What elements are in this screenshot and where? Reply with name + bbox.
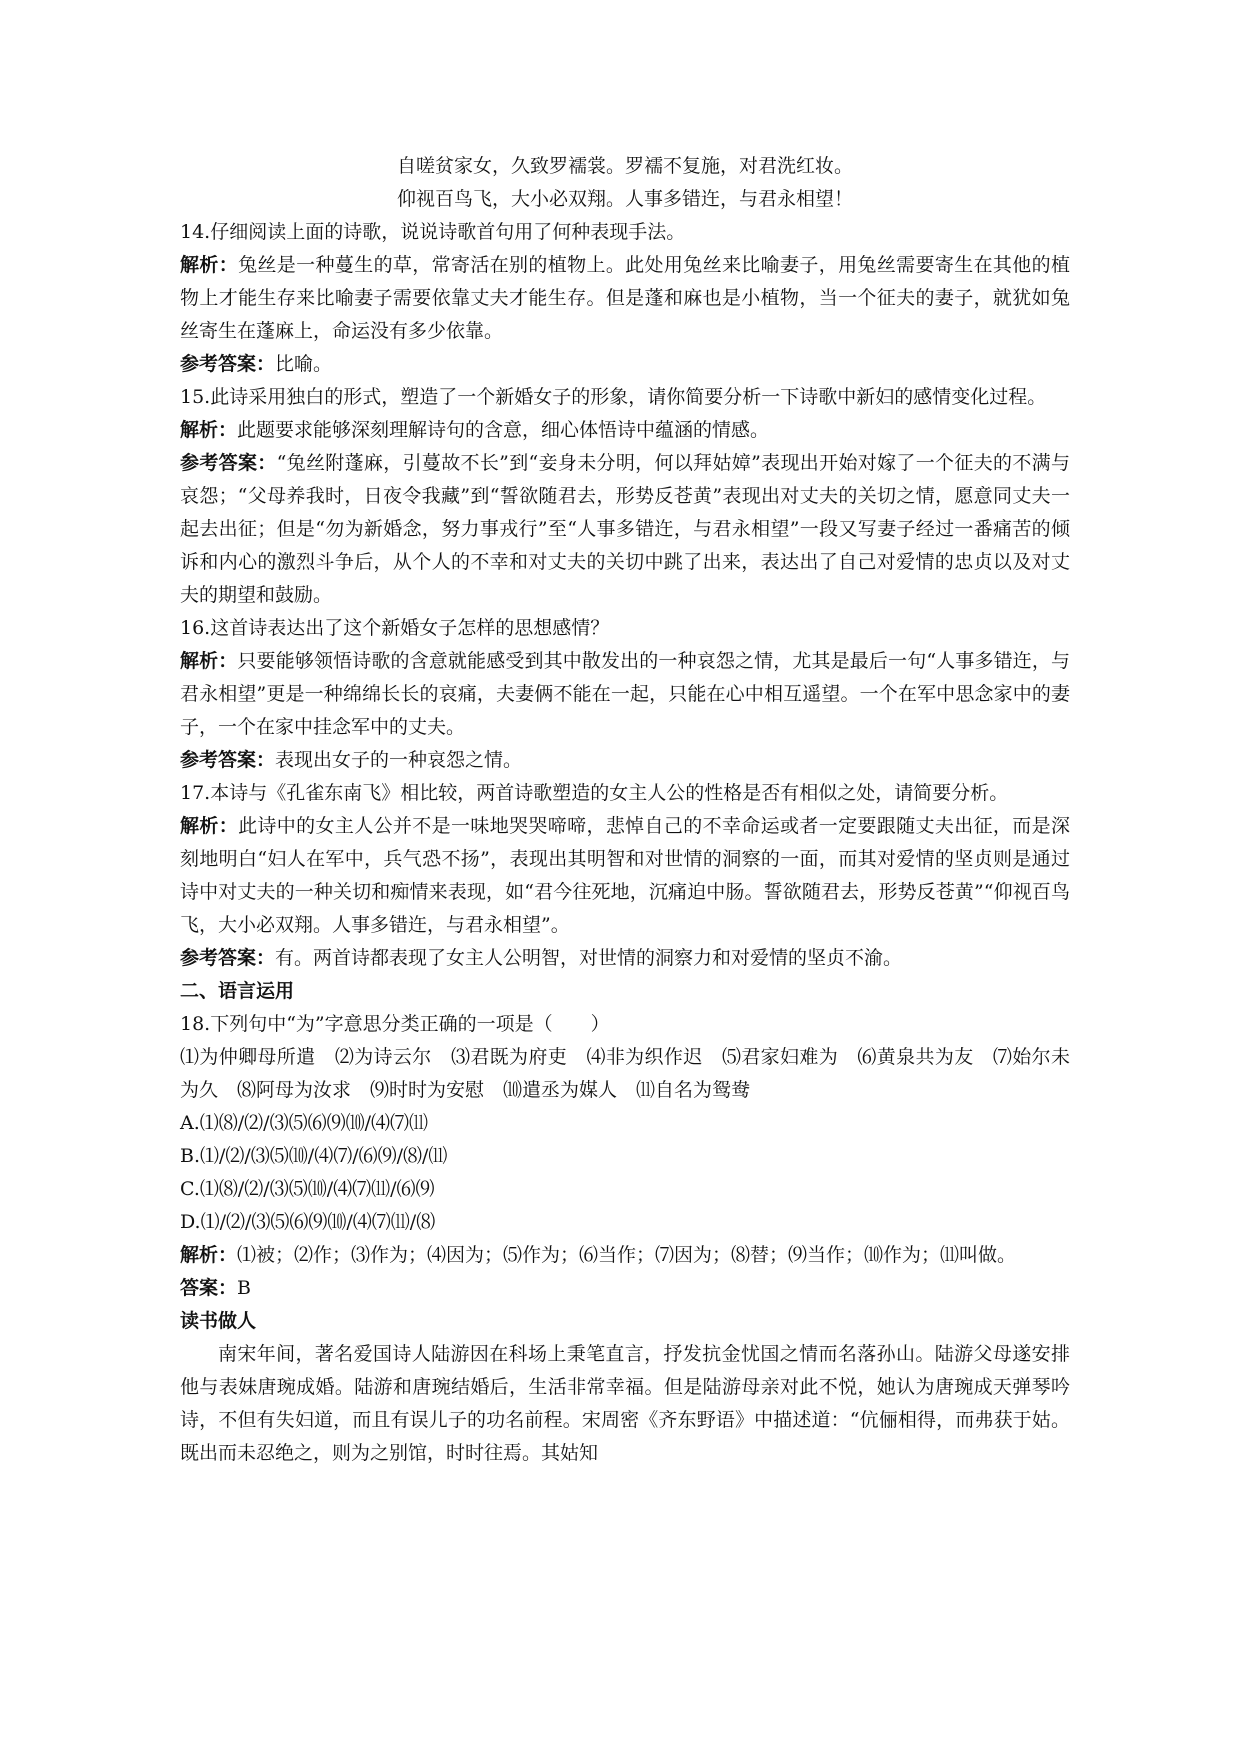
analysis-14 bbox=[180, 249, 1070, 348]
answer-text: “兔丝附蓬麻，引蔓故不长”到“妾身未分明，何以拜姑嫜”表现出开始对嫁了一个征夫的不满与哀怨；“父母养我时，日夜令我藏”到“誓欲随君去，形势反苍黄”表现出对丈夫的关切之情，愿意同丈夫一起去出征；但是“勿为新婚念，努力事戎行”至“人事多错迕，与君永相望”一段又写妻子经过一番痛苦的倾诉和内心的激烈斗争后，从个人的不幸和对丈夫的关切中跳了出来，表达出了自己对爱情的忠贞以及对丈夫的期望和鼓励。 bbox=[180, 452, 1070, 606]
section-heading: 二、语言运用 bbox=[180, 980, 295, 1002]
question-17: 17.本诗与《孔雀东南飞》相比较，两首诗歌塑造的女主人公的性格是否有相似之处，请简要分析。 bbox=[180, 782, 1009, 804]
analysis-text: 此诗中的女主人公并不是一味地哭哭啼啼，悲悼自己的不幸命运或者一定要跟随丈夫出征，而是深刻地明白“妇人在军中，兵气恐不扬”，表现出其明智和对世情的洞察的一面，而其对爱情的坚贞则是通过诗中对丈夫的一种关切和痴情来表现，如“君今往死地，沉痛迫中肠。誓欲随君去，形势反苍黄”“仰视百鸟飞，大小必双翔。人事多错迕，与君永相望”。 bbox=[180, 815, 1070, 936]
answer-label: 参考答案： bbox=[180, 452, 277, 474]
analysis-label: 解析： bbox=[180, 650, 238, 672]
analysis-17 bbox=[180, 810, 1070, 942]
analysis-text: 只要能够领悟诗歌的含意就能感受到其中散发出的一种哀怨之情，尤其是最后一句“人事多错迕，与君永相望”更是一种绵绵长长的哀痛，夫妻俩不能在一起，只能在心中相互遥望。一个在军中思念家中的妻子，一个在家中挂念军中的丈夫。 bbox=[180, 650, 1070, 738]
answer-text: B bbox=[237, 1277, 251, 1299]
answer-17 bbox=[180, 942, 1070, 975]
answer-18 bbox=[180, 1272, 1070, 1305]
question-18-items: ⑴为仲卿母所遣 ⑵为诗云尔 ⑶君既为府吏 ⑷非为织作迟 ⑸君家妇难为 ⑹黄泉共为友 ⑺始尔未为久 ⑻阿母为汝求 ⑼时时为安慰 ⑽遣丞为媒人 ⑾自名为鸳鸯 bbox=[180, 1046, 1070, 1101]
answer-label: 答案： bbox=[180, 1277, 238, 1299]
document-body bbox=[180, 150, 1070, 1470]
answer-label: 参考答案： bbox=[180, 749, 276, 771]
analysis-15 bbox=[180, 414, 1070, 447]
option-d: D.⑴/⑵/⑶⑸⑹⑼⑽/⑷⑺⑾/⑻ bbox=[180, 1211, 436, 1233]
question-18: 18.下列句中“为”字意思分类正确的一项是（ ） bbox=[180, 1013, 610, 1035]
answer-text: 表现出女子的一种哀怨之情。 bbox=[275, 749, 523, 771]
analysis-label: 解析： bbox=[180, 419, 238, 441]
poem-line-1: 自嗟贫家女，久致罗襦裳。罗襦不复施，对君洗红妆。 bbox=[396, 155, 853, 177]
analysis-16 bbox=[180, 645, 1070, 744]
option-a: A.⑴⑻/⑵/⑶⑸⑹⑼⑽/⑷⑺⑾ bbox=[180, 1112, 428, 1134]
analysis-text: 兔丝是一种蔓生的草，常寄活在别的植物上。此处用兔丝来比喻妻子，用兔丝需要寄生在其他的植物上才能生存来比喻妻子需要依靠丈夫才能生存。但是蓬和麻也是小植物，当一个征夫的妻子，就犹如兔丝寄生在蓬麻上，命运没有多少依靠。 bbox=[180, 254, 1070, 342]
answer-label: 参考答案： bbox=[180, 947, 276, 969]
analysis-label: 解析： bbox=[180, 815, 239, 837]
answer-text: 有。两首诗都表现了女主人公明智，对世情的洞察力和对爱情的坚贞不渝。 bbox=[275, 947, 903, 969]
analysis-text: ⑴被；⑵作；⑶作为；⑷因为；⑸作为；⑹当作；⑺因为；⑻替；⑼当作；⑽作为；⑾叫做。 bbox=[237, 1244, 1017, 1266]
question-16: 16.这首诗表达出了这个新婚女子怎样的思想感情？ bbox=[180, 617, 610, 639]
option-c: C.⑴⑻/⑵/⑶⑸⑽/⑷⑺⑾/⑹⑼ bbox=[180, 1178, 435, 1200]
answer-16 bbox=[180, 744, 1070, 777]
reading-heading: 读书做人 bbox=[180, 1310, 257, 1332]
answer-text: 比喻。 bbox=[275, 353, 333, 375]
answer-14 bbox=[180, 348, 1070, 381]
analysis-label: 解析： bbox=[180, 254, 239, 276]
analysis-18 bbox=[180, 1239, 1070, 1272]
option-b: B.⑴/⑵/⑶⑸⑽/⑷⑺/⑹⑼/⑻/⑾ bbox=[180, 1145, 448, 1167]
analysis-label: 解析： bbox=[180, 1244, 238, 1266]
reading-paragraph: 南宋年间，著名爱国诗人陆游因在科场上秉笔直言，抒发抗金忧国之情而名落孙山。陆游父母遂安排他与表妹唐琬成婚。陆游和唐琬结婚后，生活非常幸福。但是陆游母亲对此不悦，她认为唐琬成天弹琴吟诗，不但有失妇道，而且有误儿子的功名前程。宋周密《齐东野语》中描述道：“伉俪相得，而弗获于姑。既出而未忍绝之，则为之别馆，时时往焉。其姑知 bbox=[180, 1343, 1070, 1464]
analysis-text: 此题要求能够深刻理解诗句的含意，细心体悟诗中蕴涵的情感。 bbox=[237, 419, 770, 441]
answer-15 bbox=[180, 447, 1070, 612]
question-14: 14.仔细阅读上面的诗歌，说说诗歌首句用了何种表现手法。 bbox=[180, 221, 686, 243]
poem-line-2: 仰视百鸟飞，大小必双翔。人事多错迕，与君永相望！ bbox=[396, 188, 853, 210]
question-15: 15.此诗采用独白的形式，塑造了一个新婚女子的形象，请你简要分析一下诗歌中新妇的感情变化过程。 bbox=[180, 386, 1047, 408]
answer-label: 参考答案： bbox=[180, 353, 276, 375]
